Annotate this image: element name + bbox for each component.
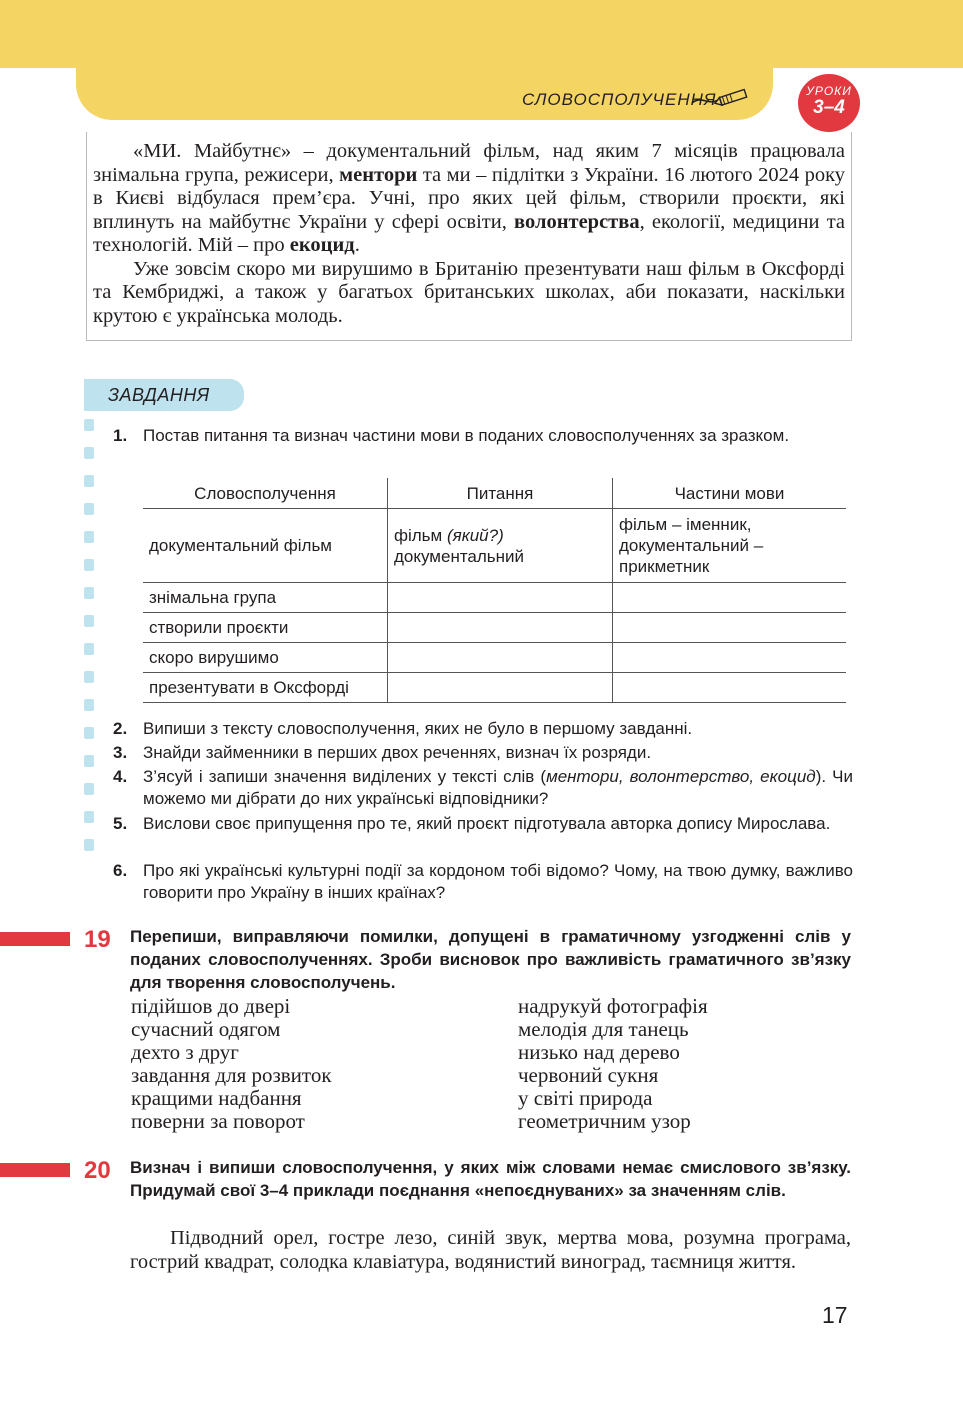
phrase-item: дехто з друг bbox=[131, 1040, 239, 1064]
exercise-number: 20 bbox=[84, 1157, 111, 1184]
phrase-column-right bbox=[518, 995, 708, 1133]
task-number: 6. bbox=[113, 861, 128, 880]
exercise-number: 19 bbox=[84, 926, 111, 953]
table-row bbox=[143, 613, 846, 643]
tasks-label: ЗАВДАННЯ bbox=[84, 379, 244, 411]
table-cell-empty[interactable] bbox=[388, 673, 613, 703]
section-title: СЛОВОСПОЛУЧЕННЯ bbox=[522, 90, 717, 109]
table-cell: фільм – іменник, документальний – прикметник bbox=[613, 509, 847, 583]
task-text: З’ясуй і запиши значення виділених у тексті слів (ментори, волонтерство, екоцид). Чи можемо ми дібрати до них українські відповідники? bbox=[143, 767, 853, 808]
table-cell-empty[interactable] bbox=[613, 643, 847, 673]
table-cell-empty[interactable] bbox=[388, 643, 613, 673]
task-6 bbox=[113, 860, 853, 904]
reading-paragraph-2: Уже зовсім скоро ми вирушимо в Британію презентувати наш фільм в Оксфорді та Кембриджі, а також у багатьох британських школах, аби показати, наскільки крутою є українська молодь. bbox=[93, 257, 845, 327]
exercise-instruction: Перепиши, виправляючи помилки, допущені в граматичному узгодженні слів у поданих словосполученнях. Зроби висновок про важливість граматичного зв’язку для творення словосполучень. bbox=[130, 927, 851, 992]
table-header: Питання bbox=[388, 478, 613, 509]
phrase-item: мелодія для танець bbox=[518, 1017, 689, 1041]
table-cell-empty[interactable] bbox=[613, 673, 847, 703]
table-header: Частини мови bbox=[613, 478, 847, 509]
task-4 bbox=[113, 766, 853, 810]
task-text: Знайди займенники в перших двох реченнях, визнач їх розряди. bbox=[143, 743, 652, 762]
table-cell-empty[interactable] bbox=[613, 613, 847, 643]
margin-dots bbox=[84, 419, 94, 867]
phrase-item: завдання для розвиток bbox=[131, 1063, 332, 1087]
table-cell: документальний фільм bbox=[143, 509, 388, 583]
table-cell-empty[interactable] bbox=[388, 583, 613, 613]
task-5 bbox=[113, 813, 853, 835]
phrase-item: кращими надбання bbox=[131, 1086, 302, 1110]
phrase-item: надрукуй фотографія bbox=[518, 994, 708, 1018]
table-header-row bbox=[143, 478, 846, 509]
table-cell: створили проєкти bbox=[143, 613, 388, 643]
task-text: Постав питання та визнач частини мови в поданих словосполученнях за зразком. bbox=[143, 426, 790, 445]
table-cell: презентувати в Оксфорді bbox=[143, 673, 388, 703]
task-number: 2. bbox=[113, 719, 128, 738]
phrase-item: підійшов до двері bbox=[131, 994, 291, 1018]
lesson-word: УРОКИ bbox=[806, 84, 852, 98]
task-number: 4. bbox=[113, 767, 128, 786]
phrase-column-left bbox=[131, 995, 332, 1133]
exercise-text: Підводний орел, гостре лезо, синій звук, мертва мова, розумна програма, гострий квадрат, солодка клавіатура, водянистий виноград, таємниця життя. bbox=[130, 1227, 851, 1273]
task-text: Випиши з тексту словосполучення, яких не було в першому завданні. bbox=[143, 719, 693, 738]
task-text: Вислови своє припущення про те, який проєкт підготувала авторка допису Мирослава. bbox=[143, 814, 831, 833]
task-1 bbox=[113, 425, 853, 447]
parts-of-speech-table bbox=[143, 478, 846, 703]
lesson-range: 3–4 bbox=[813, 97, 845, 118]
pencil-icon bbox=[690, 86, 752, 108]
task-text: Про які українські культурні події за кордоном тобі відомо? Чому, на твою думку, важливо говорити про Україну в інших країнах? bbox=[143, 861, 853, 902]
table-row-example bbox=[143, 509, 846, 583]
reading-paragraph-1: «МИ. Майбутнє» – документальний фільм, над яким 7 місяців працювала знімальна група, режисери, ментори та ми – підлітки з України. 16 лютого 2024 року в Києві відбулася прем’єра. Учні, про яких цей фільм, створили проєкти, які вплинуть на майбутнє України у сфері освіти, волонтерства, екології, медицини та технологій. Мій – про екоцид. bbox=[93, 140, 845, 256]
table-row bbox=[143, 583, 846, 613]
phrase-item: червоний сукня bbox=[518, 1063, 659, 1087]
exercise-marker bbox=[0, 932, 70, 946]
table-cell-empty[interactable] bbox=[613, 583, 847, 613]
page-number: 17 bbox=[822, 1302, 848, 1328]
exercise-marker bbox=[0, 1163, 70, 1177]
lesson-badge bbox=[798, 74, 860, 132]
phrase-item: у світі природа bbox=[518, 1086, 653, 1110]
table-header: Словосполучення bbox=[143, 478, 388, 509]
table-row bbox=[143, 673, 846, 703]
exercise-instruction: Визнач і випиши словосполучення, у яких між словами немає смислового зв’язку. Придумай свої 3–4 приклади поєднання «непоєднуваних» за значенням слів. bbox=[130, 1158, 851, 1200]
task-3 bbox=[113, 742, 853, 764]
task-number: 1. bbox=[113, 426, 128, 445]
table-cell: скоро вирушимо bbox=[143, 643, 388, 673]
task-number: 5. bbox=[113, 814, 128, 833]
table-cell: фільм (який?) документальний bbox=[388, 509, 613, 583]
task-2 bbox=[113, 718, 853, 740]
table-cell: знімальна група bbox=[143, 583, 388, 613]
header-band bbox=[0, 0, 963, 68]
phrase-item: геометричним узор bbox=[518, 1109, 691, 1133]
reading-text bbox=[86, 132, 852, 341]
table-row bbox=[143, 643, 846, 673]
phrase-item: низько над дерево bbox=[518, 1040, 680, 1064]
task-number: 3. bbox=[113, 743, 128, 762]
phrase-item: сучасний одягом bbox=[131, 1017, 281, 1041]
table-cell-empty[interactable] bbox=[388, 613, 613, 643]
phrase-item: поверни за поворот bbox=[131, 1109, 305, 1133]
